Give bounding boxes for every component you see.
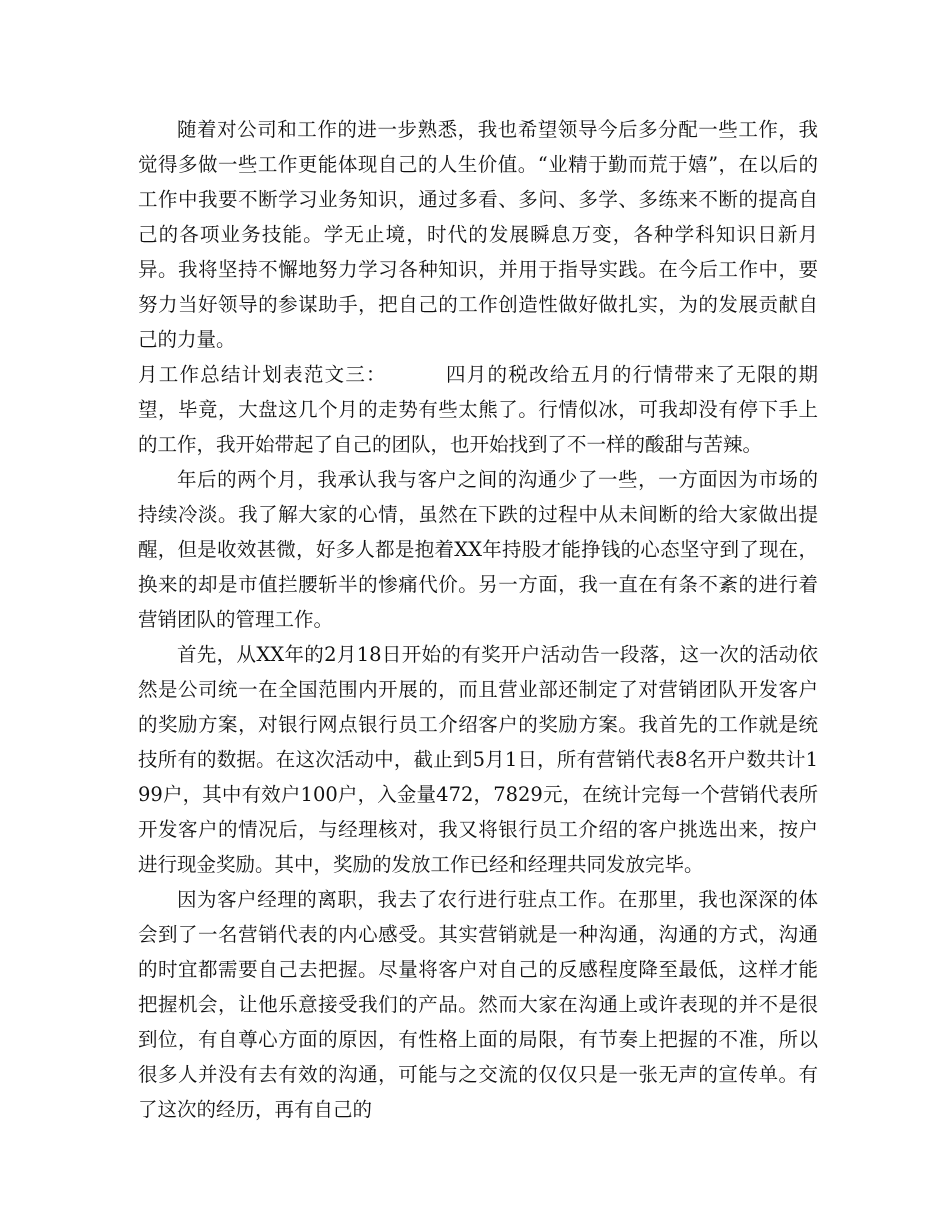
paragraph-4: 首先，从XX年的2月18日开始的有奖开户活动告一段落，这一次的活动依然是公司统一在全国范围内开展的，而且营业部还制定了对营销团队开发客户的奖励方案，对银行网点银行员工介绍客户的奖励方案。我首先的工作就是统技所有的数据。在这次活动中，截止到5月1日，所有营销代表8名开户数共计199户，其中有效户100户，入金量472，7829元，在统计完每一个营销代表所开发客户的情况后，与经理核对，我又将银行员工介绍的客户挑选出来，按户进行现金奖励。其中，奖励的发放工作已经和经理共同发放完毕。 xyxy=(138,643,818,876)
paragraph-2-text: 四月的税改给五月的行情带来了无限的期望，毕竟，大盘这几个月的走势有些太熊了。行情似冰，可我却没有停下手上的工作，我开始带起了自己的团队，也开始找到了不一样的酸甜与苦辣。 xyxy=(138,363,818,456)
document-body xyxy=(138,112,818,1127)
paragraph-3: 年后的两个月，我承认我与客户之间的沟通少了一些，一方面因为市场的持续冷淡。我了解大家的心情，虽然在下跌的过程中从未间断的给大家做出提醒，但是收效甚微，好多人都是抱着XX年持股才能挣钱的心态坚守到了现在，换来的却是市值拦腰斩半的惨痛代价。另一方面，我一直在有条不紊的进行着营销团队的管理工作。 xyxy=(138,468,818,631)
paragraph-2-section-start xyxy=(138,357,818,462)
section-title: 月工作总结计划表范文三： xyxy=(138,363,387,386)
paragraph-5: 因为客户经理的离职，我去了农行进行驻点工作。在那里，我也深深的体会到了一名营销代表的内心感受。其实营销就是一种沟通，沟通的方式，沟通的时宜都需要自己去把握。尽量将客户对自己的反感程度降至最低，这样才能把握机会，让他乐意接受我们的产品。然而大家在沟通上或许表现的并不是很到位，有自尊心方面的原因，有性格上面的局限，有节奏上把握的不准，所以很多人并没有去有效的沟通，可能与之交流的仅仅只是一张无声的宣传单。有了这次的经历，再有自己的 xyxy=(138,888,818,1121)
paragraph-1: 随着对公司和工作的进一步熟悉，我也希望领导今后多分配一些工作，我觉得多做一些工作更能体现自己的人生价值。“业精于勤而荒于嬉”，在以后的工作中我要不断学习业务知识，通过多看、多问、多学、多练来不断的提高自己的各项业务技能。学无止境，时代的发展瞬息万变，各种学科知识日新月异。我将坚持不懈地努力学习各种知识，并用于指导实践。在今后工作中，要努力当好领导的参谋助手，把自己的工作创造性做好做扎实，为的发展贡献自己的力量。 xyxy=(138,118,818,351)
